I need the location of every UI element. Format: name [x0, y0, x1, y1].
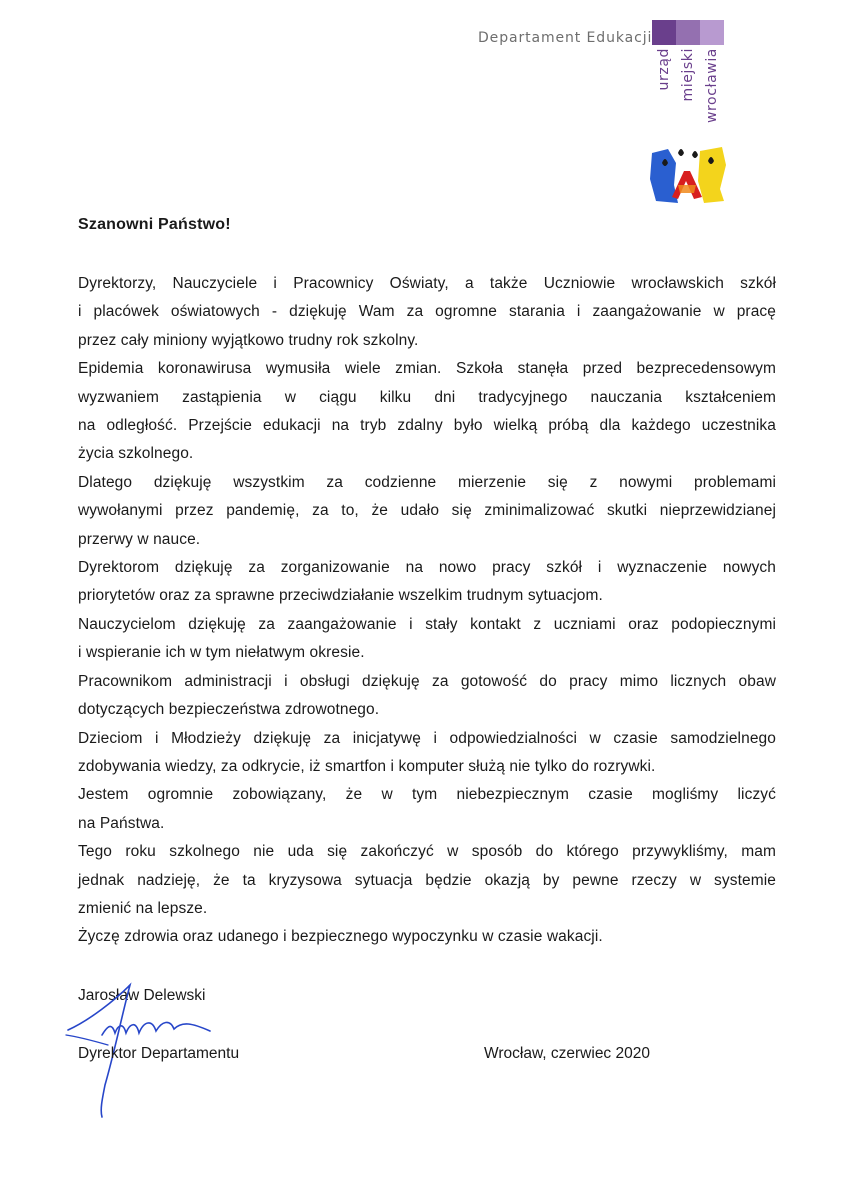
body-line: wywołanymi przez pandemię, za to, że udało się zminimalizować skutki nieprzewidzianej — [78, 502, 776, 520]
place-and-date: Wrocław, czerwiec 2020 — [484, 1045, 650, 1062]
color-swatch-medium — [676, 20, 700, 45]
color-swatch-light — [700, 20, 724, 45]
body-line: i wspieranie ich w tym niełatwym okresie. — [78, 644, 365, 662]
body-line: Życzę zdrowia oraz udanego i bezpiecznego wypoczynku w czasie wakacji. — [78, 928, 603, 946]
body-line: Dyrektorom dziękuję za zorganizowanie na nowo pracy szkół i wyznaczenie nowych — [78, 559, 776, 577]
office-line-2: miejski — [680, 48, 696, 102]
body-line: na Państwa. — [78, 814, 165, 832]
body-line: Nauczycielom dziękuję za zaangażowanie i stały kontakt z uczniami oraz podopiecznymi — [78, 615, 776, 633]
body-line: Epidemia koronawirusa wymusiła wiele zmian. Szkoła stanęła przed bezprecedensowym — [78, 360, 776, 378]
body-line: przerwy w nauce. — [78, 530, 201, 548]
office-line-3: wrocławia — [704, 48, 720, 124]
body-line: zmienić na lepsze. — [78, 899, 208, 917]
signatory-name: Jarosław Delewski — [78, 987, 206, 1004]
body-line: przez cały miniony wyjątkowo trudny rok szkolny. — [78, 331, 419, 349]
greeting: Szanowni Państwo! — [78, 216, 231, 233]
signatory-title: Dyrektor Departamentu — [78, 1045, 240, 1062]
letter-body — [78, 270, 776, 952]
body-line: Tego roku szkolnego nie uda się zakończyć w sposób do którego przywykliśmy, mam — [78, 843, 776, 861]
body-line: jednak nadzieję, że ta kryzysowa sytuacja będzie okazją by pewne rzeczy w systemie — [78, 871, 776, 889]
body-line: Dyrektorzy, Nauczyciele i Pracownicy Oświaty, a także Uczniowie wrocławskich szkół — [78, 275, 776, 292]
body-line: Dzieciom i Młodzieży dziękuję za inicjatywę i odpowiedzialności w czasie samodzielnego — [78, 729, 776, 747]
body-line: zdobywania wiedzy, za odkrycie, iż smartfon i komputer służą nie tylko do rozrywki. — [78, 757, 656, 775]
body-line: priorytetów oraz za sprawne przeciwdziałanie wszelkim trudnym sytuacjom. — [78, 587, 603, 605]
body-line: i placówek oświatowych - dziękuję Wam za ogromne starania i zaangażowanie w pracę — [78, 303, 776, 321]
body-line: Jestem ogromnie zobowiązany, że w tym niebezpiecznym czasie mogliśmy liczyć — [78, 786, 776, 804]
color-swatch-dark — [652, 20, 676, 45]
body-line: na odległość. Przejście edukacji na tryb zdalny było wielką próbą dla każdego uczestnika — [78, 417, 776, 435]
body-line: Dlatego dziękuję wszystkim za codzienne mierzenie się z nowymi problemami — [78, 473, 776, 491]
office-line-1: urząd — [656, 48, 672, 91]
body-line: wyzwaniem zastąpienia w ciągu kilku dni tradycyjnego nauczania kształceniem — [78, 388, 776, 406]
letterhead-department: Departament Edukacji — [478, 30, 653, 46]
body-line: dotyczących bezpieczeństwa zdrowotnego. — [78, 701, 380, 719]
city-emblem-icon — [648, 145, 728, 205]
body-line: życia szkolnego. — [78, 445, 194, 463]
body-line: Pracownikom administracji i obsługi dziękuję za gotowość do pracy mimo licznych obaw — [78, 672, 776, 690]
